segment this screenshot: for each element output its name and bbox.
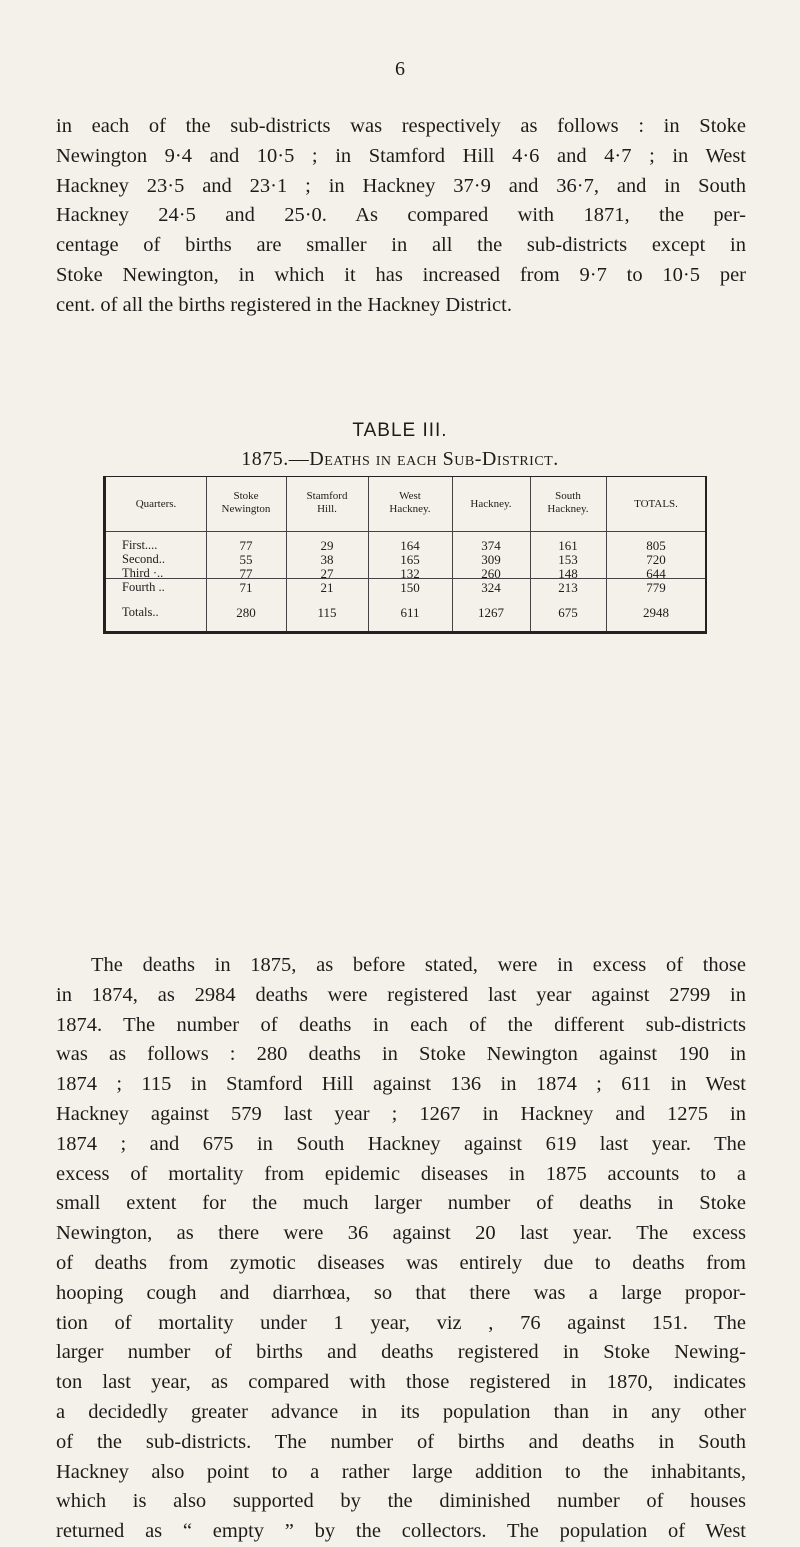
text-line: which is also supported by the diminished number of houses xyxy=(56,1490,746,1513)
table-cell: 779 xyxy=(646,580,666,595)
text-line: returned as “ empty ” by the collectors. The population of West xyxy=(56,1520,746,1543)
text-line: 1874. The number of deaths in each of the different sub-districts xyxy=(56,1013,746,1036)
text-line: Hackney against 579 last year ; 1267 in Hackney and 1275 in xyxy=(56,1102,746,1125)
header-totals: TOTALS. xyxy=(634,498,678,510)
header-line: Hackney. xyxy=(389,503,431,515)
table-cell: 164 xyxy=(400,538,420,553)
text-line: tion of mortality under 1 year, viz , 76 against 151. The xyxy=(56,1311,746,1334)
table-cell: 29 xyxy=(320,538,334,553)
row-label: Second.. xyxy=(122,552,166,566)
table-cell: 644 xyxy=(646,566,666,581)
text-line: The deaths in 1875, as before stated, were in excess of those xyxy=(91,954,746,976)
table-cell: 132 xyxy=(400,566,420,581)
table-cell: 148 xyxy=(558,566,578,581)
header-stamford-hill xyxy=(286,490,368,516)
table-cell: 720 xyxy=(646,552,666,567)
text-line: a decidedly greater advance in its population than in any other xyxy=(56,1400,746,1423)
header-south-hackney xyxy=(530,490,606,516)
row-label: Third ·.. xyxy=(122,566,164,580)
table-subtitle-text: Deaths in each Sub-District. xyxy=(309,448,559,470)
table-cell: 309 xyxy=(481,552,501,567)
header-line: Stoke xyxy=(233,490,259,502)
row-label: Fourth .. xyxy=(122,580,165,594)
text-line: in 1874, as 2984 deaths were registered last year against 2799 in xyxy=(56,983,746,1006)
header-stoke-newington xyxy=(206,490,286,516)
text-line: Hackney 24·5 and 25·0. As compared with 1871, the per- xyxy=(56,204,746,227)
table-cell: 213 xyxy=(558,580,578,595)
text-line: of the sub-districts. The number of births and deaths in South xyxy=(56,1430,746,1453)
header-quarters: Quarters. xyxy=(135,498,177,510)
totals-cell: 611 xyxy=(400,605,420,620)
text-line: centage of births are smaller in all the sub-districts except in xyxy=(56,234,746,257)
table-cell: 165 xyxy=(400,552,420,567)
table-cell: 805 xyxy=(646,538,666,553)
table-cell: 71 xyxy=(239,580,253,595)
table-cell: 77 xyxy=(239,566,253,581)
text-line: in each of the sub-districts was respectively as follows : in Stoke xyxy=(56,115,746,137)
text-line: of deaths from zymotic diseases was entirely due to deaths from xyxy=(56,1251,746,1274)
table-cell: 27 xyxy=(320,566,334,581)
paragraph-births xyxy=(56,112,746,321)
totals-label: Totals.. xyxy=(122,605,159,619)
text-line: Hackney also point to a rather large addition to the inhabitants, xyxy=(56,1460,746,1483)
text-line: excess of mortality from epidemic diseases in 1875 accounts to a xyxy=(56,1162,746,1185)
text-line: larger number of births and deaths registered in Stoke Newing- xyxy=(56,1341,746,1364)
paragraph-deaths xyxy=(56,951,746,1547)
text-line: cent. of all the births registered in the Hackney District. xyxy=(56,293,512,316)
totals-cell: 2948 xyxy=(643,605,669,620)
header-line: Newington xyxy=(221,503,271,515)
text-line: small extent for the much larger number of deaths in Stoke xyxy=(56,1192,746,1215)
header-line: West xyxy=(399,490,421,502)
table-cell: 260 xyxy=(481,566,501,581)
row-label: First.... xyxy=(122,538,158,552)
text-line: Stoke Newington, in which it has increased from 9·7 to 10·5 per xyxy=(56,263,746,286)
text-line: 1874 ; and 675 in South Hackney against 619 last year. The xyxy=(56,1132,746,1155)
text-line: hooping cough and diarrhœa, so that there was a large propor- xyxy=(56,1281,746,1304)
table-title: TABLE III. xyxy=(352,420,448,441)
table-subtitle xyxy=(0,448,800,471)
table-cell: 161 xyxy=(558,538,578,553)
text-line: Hackney 23·5 and 23·1 ; in Hackney 37·9 and 36·7, and in South xyxy=(56,174,746,197)
text-line: Newington 9·4 and 10·5 ; in Stamford Hill 4·6 and 4·7 ; in West xyxy=(56,144,746,167)
table-cell: 150 xyxy=(400,580,420,595)
text-line: was as follows : 280 deaths in Stoke Newington against 190 in xyxy=(56,1043,746,1066)
text-line: Newington, as there were 36 against 20 last year. The excess xyxy=(56,1222,746,1245)
header-line: Hill. xyxy=(317,503,337,515)
totals-cell: 115 xyxy=(317,605,337,620)
table-cell: 38 xyxy=(320,552,334,567)
header-line: Hackney. xyxy=(547,503,589,515)
table-cell: 77 xyxy=(239,538,253,553)
header-hackney: Hackney. xyxy=(470,498,512,510)
header-line: South xyxy=(555,490,581,502)
totals-cell: 1267 xyxy=(478,605,504,620)
header-divider xyxy=(106,531,705,532)
text-line: ton last year, as compared with those registered in 1870, indicates xyxy=(56,1371,746,1394)
deaths-table xyxy=(103,476,707,634)
page-number: 6 xyxy=(395,58,405,80)
table-cell: 21 xyxy=(320,580,334,595)
totals-cell: 675 xyxy=(558,605,578,620)
table-subtitle-year: 1875.— xyxy=(241,448,310,470)
totals-cell: 280 xyxy=(236,605,256,620)
text-line: 1874 ; 115 in Stamford Hill against 136 in 1874 ; 611 in West xyxy=(56,1073,746,1096)
table-cell: 324 xyxy=(481,580,501,595)
table-cell: 55 xyxy=(239,552,253,567)
header-west-hackney xyxy=(368,490,452,516)
table-cell: 153 xyxy=(558,552,578,567)
header-line: Stamford xyxy=(306,490,348,502)
table-cell: 374 xyxy=(481,538,501,553)
